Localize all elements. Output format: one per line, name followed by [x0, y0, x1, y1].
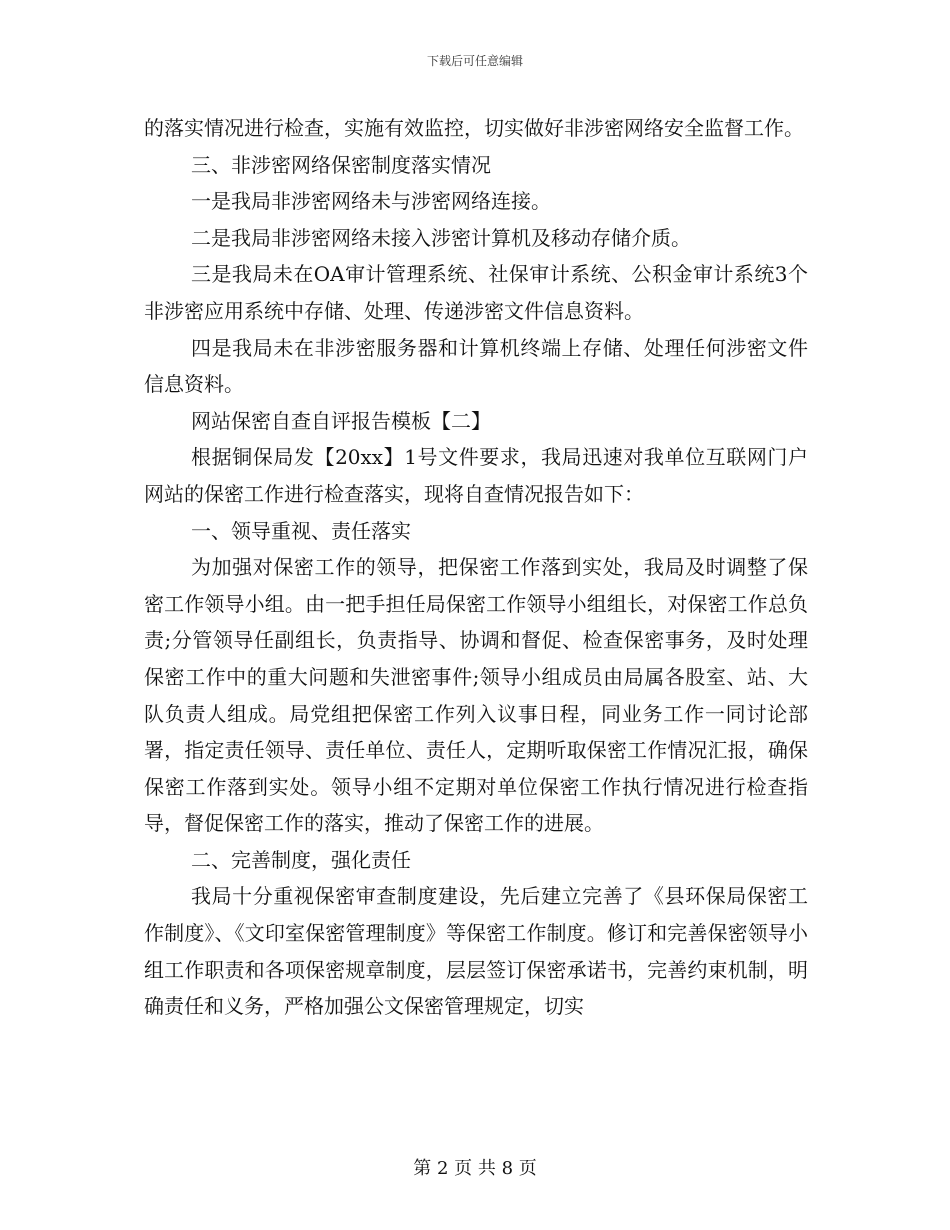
page-header-note: 下载后可任意编辑: [426, 54, 523, 68]
paragraph-leadership: 为加强对保密工作的领导，把保密工作落到实处，我局及时调整了保密工作领导小组。由一把手担任局保密工作领导小组组长，对保密工作总负责;分管领导任副组长，负责指导、协调和督促、检查保密事务，及时处理保密工作中的重大问题和失泄密事件;领导小组成员由局属各股室、站、大队负责人组成。局党组把保密工作列入议事日程，同业务工作一同讨论部署，指定责任领导、责任单位、责任人，定期听取保密工作情况汇报，确保保密工作落到实处。领导小组不定期对单位保密工作执行情况进行检查指导，督促保密工作的落实，推动了保密工作的进展。: [144, 555, 808, 836]
document-body: [144, 110, 808, 1025]
paragraph-1: 的落实情况进行检查，实施有效监控，切实做好非涉密网络安全监督工作。: [144, 116, 804, 140]
section-heading-3: 三、非涉密网络保密制度落实情况: [191, 152, 491, 177]
paragraph-intro: 根据铜保局发【20xx】1号文件要求，我局迅速对我单位互联网门户网站的保密工作进行检查落实，现将自查情况报告如下：: [144, 445, 808, 506]
section-heading-2: 二、完善制度，强化责任: [191, 847, 411, 872]
paragraph-item-1: 一是我局非涉密网络未与涉密网络连接。: [191, 189, 551, 214]
section-heading-1: 一、领导重视、责任落实: [191, 518, 411, 543]
page-number-footer: 第 2 页 共 8 页: [413, 1158, 537, 1179]
template-title: 网站保密自查自评报告模板【二】: [191, 408, 491, 433]
paragraph-system: 我局十分重视保密审查制度建设，先后建立完善了《县环保局保密工作制度》、《文印室保密管理制度》等保密工作制度。修订和完善保密领导小组工作职责和各项保密规章制度，层层签订保密承诺书，完善约束机制，明确责任和义务，严格加强公文保密管理规定，切实: [144, 884, 808, 1019]
paragraph-item-2: 二是我局非涉密网络未接入涉密计算机及移动存储介质。: [191, 225, 691, 250]
paragraph-item-3: 三是我局未在OA审计管理系统、社保审计系统、公积金审计系统3个非涉密应用系统中存储、处理、传递涉密文件信息资料。: [144, 262, 808, 323]
paragraph-item-4: 四是我局未在非涉密服务器和计算机终端上存储、处理任何涉密文件信息资料。: [144, 335, 808, 397]
